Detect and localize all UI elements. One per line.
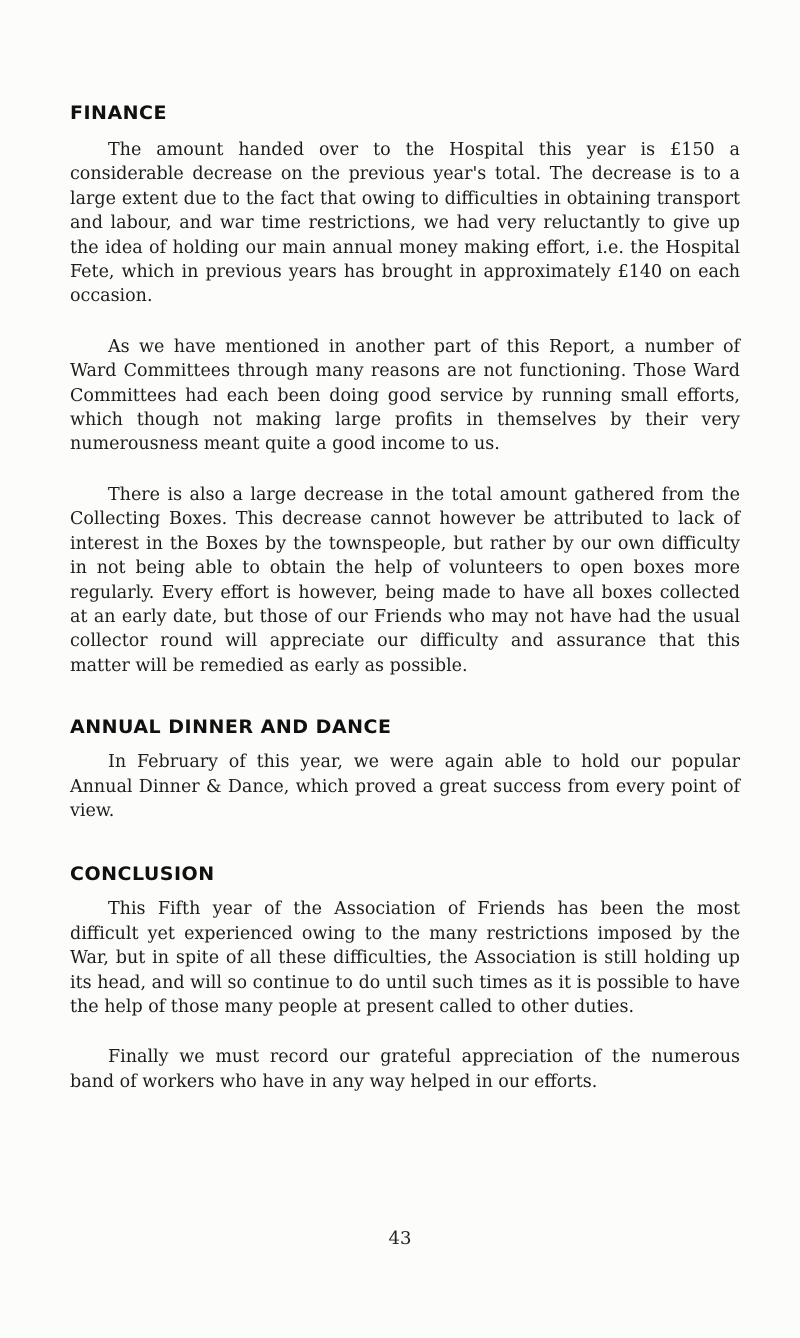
conclusion-paragraph-2: Finally we must record our grateful appreciation of the numerous band of workers who have in any way helped in our efforts. — [70, 1047, 740, 1092]
finance-heading: FINANCE — [70, 102, 167, 124]
conclusion-heading: CONCLUSION — [70, 863, 215, 886]
dinner-heading: ANNUAL DINNER AND DANCE — [70, 716, 392, 739]
finance-paragraph-1: The amount handed over to the Hospital this year is £150 a considerable decrease on the previous year's total. The decrease is to a large extent due to the fact that owing to difficulties in obtaining transport and labour, and war time restrictions, we had very reluctantly to give up the idea of holding our main annual money making effort, i.e. the Hospital Fete, which in previous years has brought in approximately £140 on each occasion. — [70, 140, 740, 307]
page-number: 43 — [388, 1228, 412, 1249]
finance-paragraph-3: There is also a large decrease in the total amount gathered from the Collecting Boxes. This decrease cannot however be attributed to lack of interest in the Boxes by the townspeople, but rather by our own difficulty in not being able to obtain the help of volunteers to open boxes more regularly. Every effort is however, being made to have all boxes collected at an early date, but those of our Friends who may not have had the usual collector round will appreciate our difficulty and assurance that this matter will be remedied as early as possible. — [70, 484, 740, 676]
page-body — [70, 86, 740, 1094]
conclusion-paragraph-1: This Fifth year of the Association of Friends has been the most difficult yet experienced owing to the many restrictions imposed by the War, but in spite of all these difficulties, the Association is still holding up its head, and will so continue to do until such times as it is possible to have the help of those many people at present called to other duties. — [70, 899, 740, 1017]
dinner-paragraph-1: In February of this year, we were again able to hold our popular Annual Dinner & Dance, which proved a great success from every point of view. — [70, 752, 740, 821]
finance-paragraph-2: As we have mentioned in another part of this Report, a number of Ward Committees through many reasons are not functioning. Those Ward Committees had each been doing good service by running small efforts, which though not making large profits in themselves by their very numerousness meant quite a good income to us. — [70, 336, 740, 455]
